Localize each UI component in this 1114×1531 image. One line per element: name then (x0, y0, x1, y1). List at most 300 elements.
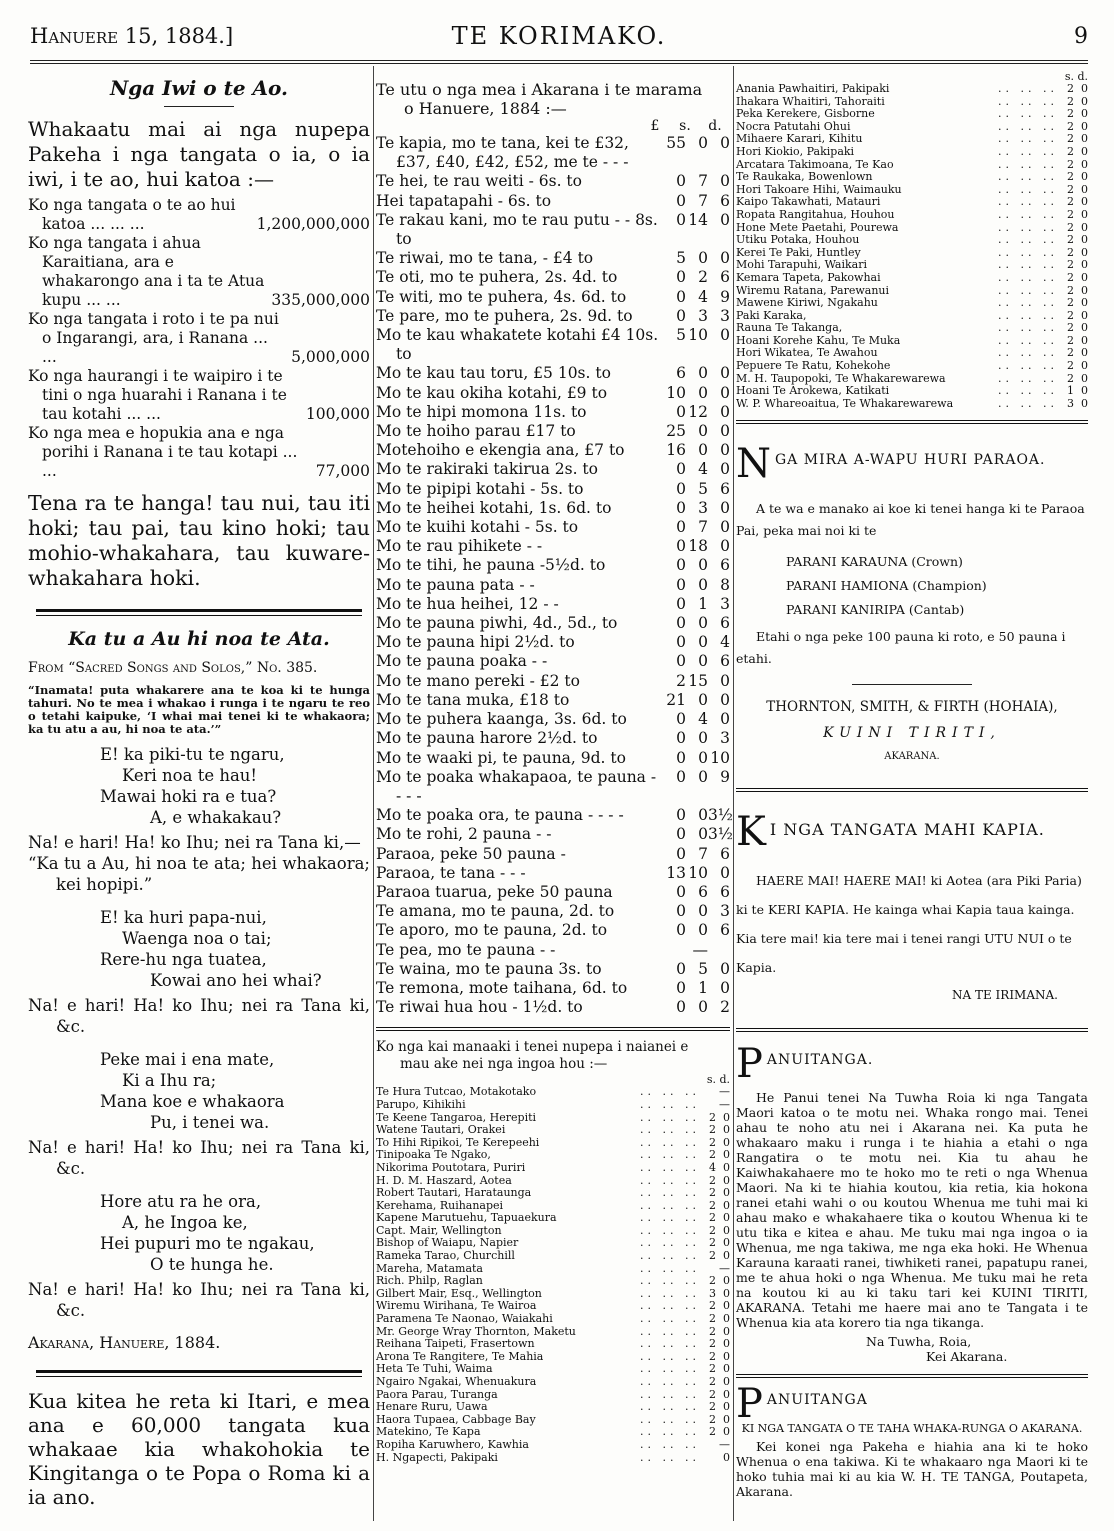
chorus-line: Na! e hari! Ha! ko Ihu; nei ra Tana ki,— (28, 833, 361, 852)
price-item: Te pare, mo te puhera, 2s. 9d. to (376, 306, 633, 325)
subscriber-shillings: 2 (1067, 270, 1074, 284)
price-pounds: 0 (676, 402, 686, 421)
stat-label: Ko nga tangata i roto i te pa nui o Ingarangi, ara, i Ranana ... ... (28, 310, 279, 366)
stat-value: 335,000,000 (271, 291, 370, 309)
price-item: Mo te tihi, he pauna -5½d. to (376, 556, 606, 575)
price-item: Paraoa, te tana - - - (376, 863, 526, 882)
subscriber-shillings: 2 (709, 1299, 716, 1313)
subscriber-pence: 0 (723, 1123, 730, 1137)
leader-dots: .. .. .. (640, 1349, 700, 1363)
divider (36, 609, 362, 616)
price-row (376, 633, 730, 652)
leader-dots: .. .. .. (640, 1274, 700, 1288)
price-shillings: 12 (688, 402, 708, 421)
price-row (376, 979, 730, 998)
subscriber-pence: 0 (1081, 119, 1088, 133)
subscriber-shillings: 2 (1067, 220, 1074, 234)
price-pence: 2 (720, 998, 730, 1017)
price-pounds: 0 (676, 767, 686, 786)
chorus-line: Na! e hari! Ha! ko Ihu; nei ra Tana ki, &c. (28, 1280, 370, 1320)
price-shillings: 18 (688, 537, 708, 556)
price-shillings: 7 (698, 518, 708, 537)
price-pence: 0 (720, 249, 730, 268)
price-pence: 9 (720, 767, 730, 786)
subscriber-name: Mareha, Matamata (376, 1261, 483, 1275)
price-row (376, 422, 730, 441)
hymn-stanza (100, 907, 370, 991)
subscriber-name: Hoani Korehe Kahu, Te Muka (736, 333, 901, 347)
subscriber-name: W. P. Whareoaitua, Te Whakarewarewa (736, 396, 954, 410)
price-item: Mo te pauna pata - - (376, 575, 535, 594)
subscriber-name: Wiremu Ratana, Parewanui (736, 283, 890, 297)
subscriber-row (376, 1212, 730, 1225)
hymn-intro: “Inamata! puta whakarere ana te koa ki te hunga tahuri. No te mea i whakao i runga i te ngaru te reo o tetahi kaipuke, ‘I whai mai tenei ki te whakaora; ka tu atu a au, hi noa te ata.’” (28, 683, 370, 736)
subscriber-shillings: 2 (709, 1375, 716, 1388)
subscriber-shillings: 3 (709, 1286, 716, 1300)
subscriber-pence: 0 (1081, 195, 1088, 209)
subscriber-pence: 0 (1081, 82, 1088, 95)
iwi-intro: Whakaatu mai ai nga nupepa Pakeha i nga tangata o ia, o ia iwi, i te ao, hui katoa :— (28, 117, 370, 191)
divider (736, 1374, 1088, 1378)
subscriber-pence: 0 (1081, 132, 1088, 146)
price-pence: 0 (720, 172, 730, 191)
price-pounds: 0 (676, 921, 686, 940)
subscriber-shillings: 2 (709, 1173, 716, 1187)
subscriber-shillings: 1 (1067, 384, 1074, 398)
flour-note: Etahi o nga peke 100 pauna ki roto, e 50 pauna i etahi. (736, 629, 1066, 667)
leader-dots: .. .. .. (640, 1173, 700, 1187)
subscriber-shillings: 2 (709, 1123, 716, 1137)
subscriber-name: Te Hura Tutcao, Motakotako (376, 1085, 537, 1099)
price-item: Te pea, mo te pauna - - (376, 940, 556, 959)
leader-dots: .. .. .. (640, 1198, 700, 1212)
price-shillings: 4 (698, 287, 708, 306)
price-shillings: 3 (698, 498, 708, 517)
stat-label: Ko nga tangata o te ao hui katoa ... ... ... (28, 196, 236, 233)
price-pounds: 0 (676, 287, 686, 306)
subscriber-pence: 0 (723, 1450, 730, 1464)
price-item: Mo te pauna harore 2½d. to (376, 729, 598, 748)
stat-label: Ko nga haurangi i te waipiro i te tini o nga huarahi i Ranana i te tau kotahi ... ... (28, 367, 287, 423)
subscriber-shillings: 2 (1067, 82, 1074, 95)
subscriber-row (376, 1452, 730, 1465)
price-pence: 0 (720, 441, 730, 460)
subscriber-pence: 0 (1081, 107, 1088, 121)
price-shillings: 7 (698, 191, 708, 210)
leader-dots: .. .. .. (998, 359, 1058, 373)
price-shillings: 0 (698, 441, 708, 460)
subscriber-shillings: 2 (709, 1236, 716, 1250)
subscriber-shillings: 2 (709, 1412, 716, 1426)
hymn-line: Mawai hoki ra e tua? (100, 787, 277, 806)
price-shillings: 14 (688, 210, 708, 229)
leader-dots: .. .. .. (998, 270, 1058, 284)
price-item: Te witi, mo te puhera, 4s. 6d. to (376, 287, 627, 306)
price-shillings: 1 (698, 978, 708, 997)
flour-brand: PARANI KARAUNA (Crown) (786, 554, 963, 570)
flour-brand: PARANI HAMIONA (Champion) (786, 578, 987, 594)
subscriber-name: Mr. George Wray Thornton, Maketu (376, 1324, 576, 1338)
price-item: Te amana, mo te pauna, 2d. to (376, 902, 615, 921)
price-shillings: 5 (698, 479, 708, 498)
sd-label: s. d. (706, 1073, 730, 1087)
subscriber-name: Arcatara Takimoana, Te Kao (736, 157, 894, 171)
subscriber-shillings: 2 (1067, 371, 1074, 385)
subscriber-name: Pepuere Te Ratu, Kohekohe (736, 359, 891, 373)
flour-ad-title: N GA MIRA A-WAPU HURI PARAOA. (736, 441, 1046, 488)
subscriber-row (376, 1376, 730, 1389)
price-row (376, 441, 730, 460)
subscriber-shillings: 2 (1067, 346, 1074, 360)
subscriber-name: Mawene Kiriwi, Ngakahu (736, 296, 878, 310)
subscriber-name: Paora Parau, Turanga (376, 1387, 498, 1401)
subscriber-shillings: 2 (1067, 296, 1074, 310)
price-pence: 0 (720, 326, 730, 345)
population-stats (28, 196, 370, 481)
leader-dots: .. .. .. (998, 384, 1058, 398)
subscriber-pence: 0 (1081, 258, 1088, 272)
price-row (376, 825, 733, 844)
stat-row (28, 234, 370, 310)
subscriber-name: Kaipo Takawhati, Matauri (736, 195, 881, 209)
price-item: Mo te kau whakatete kotahi £4 10s. to (376, 326, 659, 364)
price-pence: 9 (720, 287, 730, 306)
newspaper-title: TE KORIMAKO. (451, 22, 667, 50)
subscriber-pence: 0 (723, 1249, 730, 1263)
price-pence: 0 (720, 671, 730, 690)
price-pence (708, 941, 730, 960)
subscriber-pence: 0 (1081, 283, 1088, 297)
price-pounds: 0 (676, 268, 686, 287)
price-item: Mo te rohi, 2 pauna - - (376, 825, 552, 844)
leader-dots: .. .. .. (998, 157, 1058, 171)
subscriber-pence: 0 (723, 1173, 730, 1187)
subscriber-pence: 0 (723, 1387, 730, 1401)
hymn-line: O te hunga he. (150, 1255, 274, 1274)
price-row (376, 537, 730, 556)
subscriber-name: Utiku Potaka, Houhou (736, 233, 860, 247)
price-shillings: 0 (698, 825, 708, 844)
subscriber-name: Rauna Te Takanga, (736, 321, 843, 335)
price-pence: 6 (720, 191, 730, 210)
price-pounds: 0 (676, 460, 686, 479)
price-shillings: 1 (698, 594, 708, 613)
price-pence: 3 (720, 594, 730, 613)
subscriber-shillings: 2 (1067, 258, 1074, 272)
leader-dots: .. .. .. (998, 296, 1058, 310)
leader-dots: .. .. .. (640, 1211, 700, 1225)
price-shillings: 10 (688, 326, 708, 345)
subscriber-row (736, 297, 1088, 310)
subscriber-row (376, 1099, 730, 1112)
price-pounds: 0 (676, 614, 686, 633)
subscriber-shillings: 2 (709, 1312, 716, 1326)
price-row (376, 249, 730, 268)
price-row (376, 460, 730, 479)
subscriber-name: Ropata Rangitahua, Houhou (736, 207, 895, 221)
price-row (376, 710, 730, 729)
price-list (376, 134, 733, 1017)
leader-dots: .. .. .. (640, 1249, 700, 1263)
price-row (376, 749, 730, 768)
leader-dots: .. .. .. (640, 1437, 700, 1451)
price-pounds: 0 (676, 959, 686, 978)
stat-value: 5,000,000 (291, 348, 370, 366)
price-pounds (660, 941, 686, 960)
price-shillings: 5 (698, 959, 708, 978)
leader-dots: .. .. .. (640, 1400, 700, 1414)
subscriber-row (736, 398, 1088, 411)
subscriber-pence: 0 (1081, 359, 1088, 373)
price-shillings: 0 (698, 614, 708, 633)
subscriber-pence: 0 (723, 1223, 730, 1237)
leader-dots: .. .. .. (640, 1160, 700, 1174)
leader-dots: .. .. .. (998, 220, 1058, 234)
chorus-line: Na! e hari! Ha! ko Ihu; nei ra Tana ki, &c. (28, 1138, 370, 1178)
price-pence: 0 (720, 422, 730, 441)
subscriber-shillings: 2 (709, 1337, 716, 1351)
subscriber-shillings: 2 (1067, 333, 1074, 347)
subscriber-name: Ropiha Karuwhero, Kawhia (376, 1437, 529, 1451)
subscriber-pence: — (719, 1261, 730, 1275)
subscriber-name: Wiremu Wirihana, Te Wairoa (376, 1299, 537, 1313)
price-pounds: 0 (676, 882, 686, 901)
subscriber-shillings: 2 (709, 1211, 716, 1225)
price-pounds: 0 (676, 748, 686, 767)
subscriber-shillings: 2 (1067, 182, 1074, 196)
subscriber-pence: 0 (1081, 233, 1088, 247)
panui-body: He Panui tenei Na Tuwha Roia ki nga Tangata Maori katoa o te motu nei. Whaka rongo mai. Tenei ahau te noho atu nei i Akarana nei. Ka puta he whakaaro maku i runga i te hiahia a etahi o nga Rangatira o te motu nei. Kia tu ahau he Kaiwhakahaere mo te hoko mo te reti o nga Whenua Maori. Na ki te hiahia koutou, kia retia, kia hokona ranei etahi wahi o ou koutou Whenua me tuhi mai ki ahau mako e whakahaere tika o koutou Whenua ki te utu tika e kitea e ahau. Me tuku mai nga ingoa o ia Whenua, me nga takiwa, me nga eka hoki. He Whenua Karauna karaati ranei, tiwhiketi ranei, papatupu ranei, me te ahua hoki o nga Whenua. Me tuku mai he reta na koutou ki au ki taku tari kei KUINI TIRITI, AKARANA. Tetahi me haere mai ano te Tangata i te Whenua kia ata korero tia nga tikanga. (736, 1090, 1088, 1331)
subscriber-name: H. D. M. Haszard, Aotea (376, 1173, 512, 1187)
price-pence: 0 (720, 537, 730, 556)
leader-dots: .. .. .. (998, 107, 1058, 121)
price-pounds: 0 (676, 825, 686, 844)
price-item: Mo te rau pihikete - - (376, 537, 543, 556)
subscriber-pence: 0 (1081, 308, 1088, 322)
price-row (376, 883, 730, 902)
subscriber-pence: 0 (1081, 170, 1088, 184)
kapia-sign: NA TE IRIMANA. (951, 988, 1058, 1003)
subscriber-name: Bishop of Waiapu, Napier (376, 1236, 519, 1250)
price-pence: 0 (720, 690, 730, 709)
leader-dots: .. .. .. (998, 82, 1058, 95)
price-row (376, 480, 730, 499)
price-item: Mo te pipipi kotahi - 5s. to (376, 479, 584, 498)
subscriber-row (376, 1250, 730, 1263)
price-item: Te riwai, mo te tana, - £4 to (376, 249, 594, 268)
subscriber-name: Kerehama, Ruihanapei (376, 1198, 504, 1212)
leader-dots: .. .. .. (640, 1123, 700, 1137)
price-shillings: 0 (698, 575, 708, 594)
subscriber-row (736, 83, 1088, 96)
price-row (376, 672, 730, 691)
price-row (376, 268, 730, 287)
price-pence: 6 (720, 844, 730, 863)
leader-dots: .. .. .. (640, 1299, 700, 1313)
subscriber-name: Watene Tautari, Orakei (376, 1123, 506, 1137)
subscriber-name: H. Ngapecti, Pakipaki (376, 1450, 498, 1464)
subscriber-pence: 0 (1081, 157, 1088, 171)
leader-dots: .. .. .. (640, 1236, 700, 1250)
price-pounds: 0 (676, 498, 686, 517)
subscriber-row (736, 322, 1088, 335)
price-shillings: 2 (698, 268, 708, 287)
prices-heading: Te utu o nga mea i Akarana i te marama o Hanuere, 1884 :— (376, 80, 703, 118)
price-item: Hei tapatapahi - 6s. to (376, 191, 552, 210)
subscriber-pence: 0 (723, 1198, 730, 1212)
price-shillings: 15 (688, 671, 708, 690)
stat-value: 100,000 (305, 405, 370, 423)
price-row (376, 864, 730, 883)
subscriber-pence: 0 (1081, 396, 1088, 410)
price-shillings: 0 (698, 383, 708, 402)
stat-label: Ko nga mea e hopukia ana e nga porihi i Ranana i te tau kotapi ... ... (28, 424, 298, 480)
panui2-body: Kei konei nga Pakeha e hiahia ana ki te hoko Whenua o ena takiwa. Ki te whakaaro nga Maori ki te hoko tuhia mai ki au kia W. H. TE TANGA, Poutapeta, Akarana. (736, 1439, 1088, 1500)
price-row (376, 845, 730, 864)
price-pounds: 21 (666, 690, 686, 709)
leader-dots: .. .. .. (998, 333, 1058, 347)
column-divider (733, 66, 734, 1521)
subscriber-name: Haora Tupaea, Cabbage Bay (376, 1412, 536, 1426)
subscriber-pence: 0 (1081, 220, 1088, 234)
subscriber-shillings: 2 (1067, 157, 1074, 171)
leader-dots: .. .. .. (998, 321, 1058, 335)
price-item: Mo te mano pereki - £2 to (376, 671, 580, 690)
price-shillings: — (692, 940, 708, 959)
price-pounds: 55 (666, 134, 686, 152)
price-pence: 0 (720, 863, 730, 882)
stat-value: 77,000 (315, 462, 370, 480)
subscriber-shillings: 2 (709, 1186, 716, 1200)
price-row (376, 134, 730, 172)
subscriber-pence: 0 (723, 1186, 730, 1200)
price-shillings: 0 (698, 249, 708, 268)
price-item: Mo te hua heihei, 12 - - (376, 594, 559, 613)
subscriber-name: M. H. Taupopoki, Te Whakarewarewa (736, 371, 946, 385)
flour-street: KUINI TIRITI, (823, 725, 1001, 742)
subscriber-pence: 0 (723, 1148, 730, 1162)
subscriber-shillings: 2 (709, 1324, 716, 1338)
iwi-title: Nga Iwi o te Ao. (109, 76, 289, 100)
subscriber-pence: 0 (723, 1425, 730, 1439)
subscriber-pence: 0 (723, 1400, 730, 1414)
price-pounds: 0 (676, 191, 686, 210)
subscriber-name: Hori Wikatea, Te Awahou (736, 346, 878, 360)
subscriber-row (736, 272, 1088, 285)
price-row (376, 576, 730, 595)
price-pounds: 0 (676, 978, 686, 997)
hymn-line: E! ka huri papa-nui, (100, 908, 267, 927)
leader-dots: .. .. .. (998, 132, 1058, 146)
price-row (376, 902, 730, 921)
subscriber-row (736, 146, 1088, 159)
divider (36, 1370, 362, 1377)
price-pence: 10 (710, 748, 730, 767)
subscriber-name: Nocra Patutahi Ohui (736, 119, 851, 133)
leader-dots: .. .. .. (640, 1135, 700, 1149)
hymn-line: Pu, i tenei wa. (150, 1113, 270, 1132)
hymn-chorus (28, 1279, 370, 1321)
subscriber-name: Capt. Mair, Wellington (376, 1223, 502, 1237)
price-pence: 3 (720, 306, 730, 325)
price-pence: 4 (720, 633, 730, 652)
subscribers-heading: Ko nga kai manaaki i tenei nupepa i naianei e mau ake nei nga ingoa hou :— (376, 1039, 689, 1073)
price-pence: 6 (720, 921, 730, 940)
subscriber-shillings: 2 (1067, 321, 1074, 335)
subscriber-name: Mohi Tarapuhi, Waikari (736, 258, 867, 272)
page-number: 9 (1074, 24, 1088, 49)
price-item: Te hei, te rau weiti - 6s. to (376, 172, 582, 191)
price-row (376, 729, 730, 748)
leader-dots: .. .. .. (640, 1097, 700, 1111)
subscriber-name: Gilbert Mair, Esq., Wellington (376, 1286, 542, 1300)
chorus-line: Na! e hari! Ha! ko Ihu; nei ra Tana ki, &c. (28, 996, 370, 1036)
leader-dots: .. .. .. (640, 1312, 700, 1326)
subscriber-name: Arona Te Rangitere, Te Mahia (376, 1349, 544, 1363)
flour-firm: THORNTON, SMITH, & FIRTH (HOHAIA), (766, 699, 1058, 716)
subscriber-row (376, 1187, 730, 1200)
price-item: Te kapia, mo te tana, kei te £32, £37, £40, £42, £52, me te - - - (376, 134, 629, 172)
price-shillings: 0 (698, 364, 708, 383)
subscriber-name: Reihana Taipeti, Frasertown (376, 1337, 535, 1351)
hymn-line: Kowai ano hei whai? (150, 971, 322, 990)
hymn-line: A, he Ingoa ke, (122, 1213, 248, 1232)
divider (736, 1028, 1088, 1032)
subscriber-row (736, 209, 1088, 222)
iwi-closing: Tena ra te hanga! tau nui, tau iti hoki; tau pai, tau kino hoki; tau mohio-whakahara, tau kuware-whakahara hoki. (28, 491, 370, 590)
price-item: Mo te heihei kotahi, 1s. 6d. to (376, 498, 612, 517)
subscriber-pence: 0 (1081, 270, 1088, 284)
subscriber-pence: 0 (1081, 321, 1088, 335)
subscriber-row (376, 1338, 730, 1351)
price-pounds: 5 (676, 326, 686, 345)
subscriber-name: Rameka Tarao, Churchill (376, 1249, 515, 1263)
price-pence: 0 (720, 383, 730, 402)
leader-dots: .. .. .. (998, 94, 1058, 108)
subscriber-shillings: 2 (1067, 119, 1074, 133)
hymn-body (28, 744, 370, 1321)
price-shillings: 4 (698, 460, 708, 479)
price-shillings: 3 (698, 306, 708, 325)
price-pence: 0 (720, 978, 730, 997)
price-item: Mo te hipi momona 11s. to (376, 402, 587, 421)
subscriber-pence: 0 (723, 1160, 730, 1174)
subscriber-name: Te Keene Tangaroa, Herepiti (376, 1110, 537, 1124)
price-item: Te waina, mo te pauna 3s. to (376, 959, 602, 978)
price-pence: 0 (720, 364, 730, 383)
price-pence: 6 (720, 556, 730, 575)
price-item: Te aporo, mo te pauna, 2d. to (376, 921, 608, 940)
price-pounds: 5 (676, 249, 686, 268)
leader-dots: .. .. .. (998, 207, 1058, 221)
price-pounds: 13 (666, 863, 686, 882)
flour-brand: PARANI KANIRIPA (Cantab) (786, 602, 965, 618)
subscriber-shillings (702, 1099, 716, 1112)
subscriber-pence: 0 (723, 1274, 730, 1288)
stat-row (28, 196, 370, 234)
price-item: Mo te poaka ora, te pauna - - - - (376, 806, 624, 825)
hymn-place: Akarana, Hanuere, 1884. (28, 1333, 221, 1352)
leader-dots: .. .. .. (640, 1186, 700, 1200)
panui-sign: Na Tuwha, Roia, (866, 1334, 972, 1350)
chorus-line: “Ka tu a Au, hi noa te ata; hei whakaora; kei hopipi.” (28, 854, 370, 894)
subscriber-row (736, 108, 1088, 121)
price-pence: 6 (720, 652, 730, 671)
panui-sign-place: Kei Akarana. (926, 1349, 1008, 1365)
subscriber-shillings: 2 (709, 1135, 716, 1149)
price-pounds: 0 (676, 902, 686, 921)
panui2-sub: KI NGA TANGATA O TE TAHA WHAKA-RUNGA O AKARANA. (741, 1422, 1083, 1436)
